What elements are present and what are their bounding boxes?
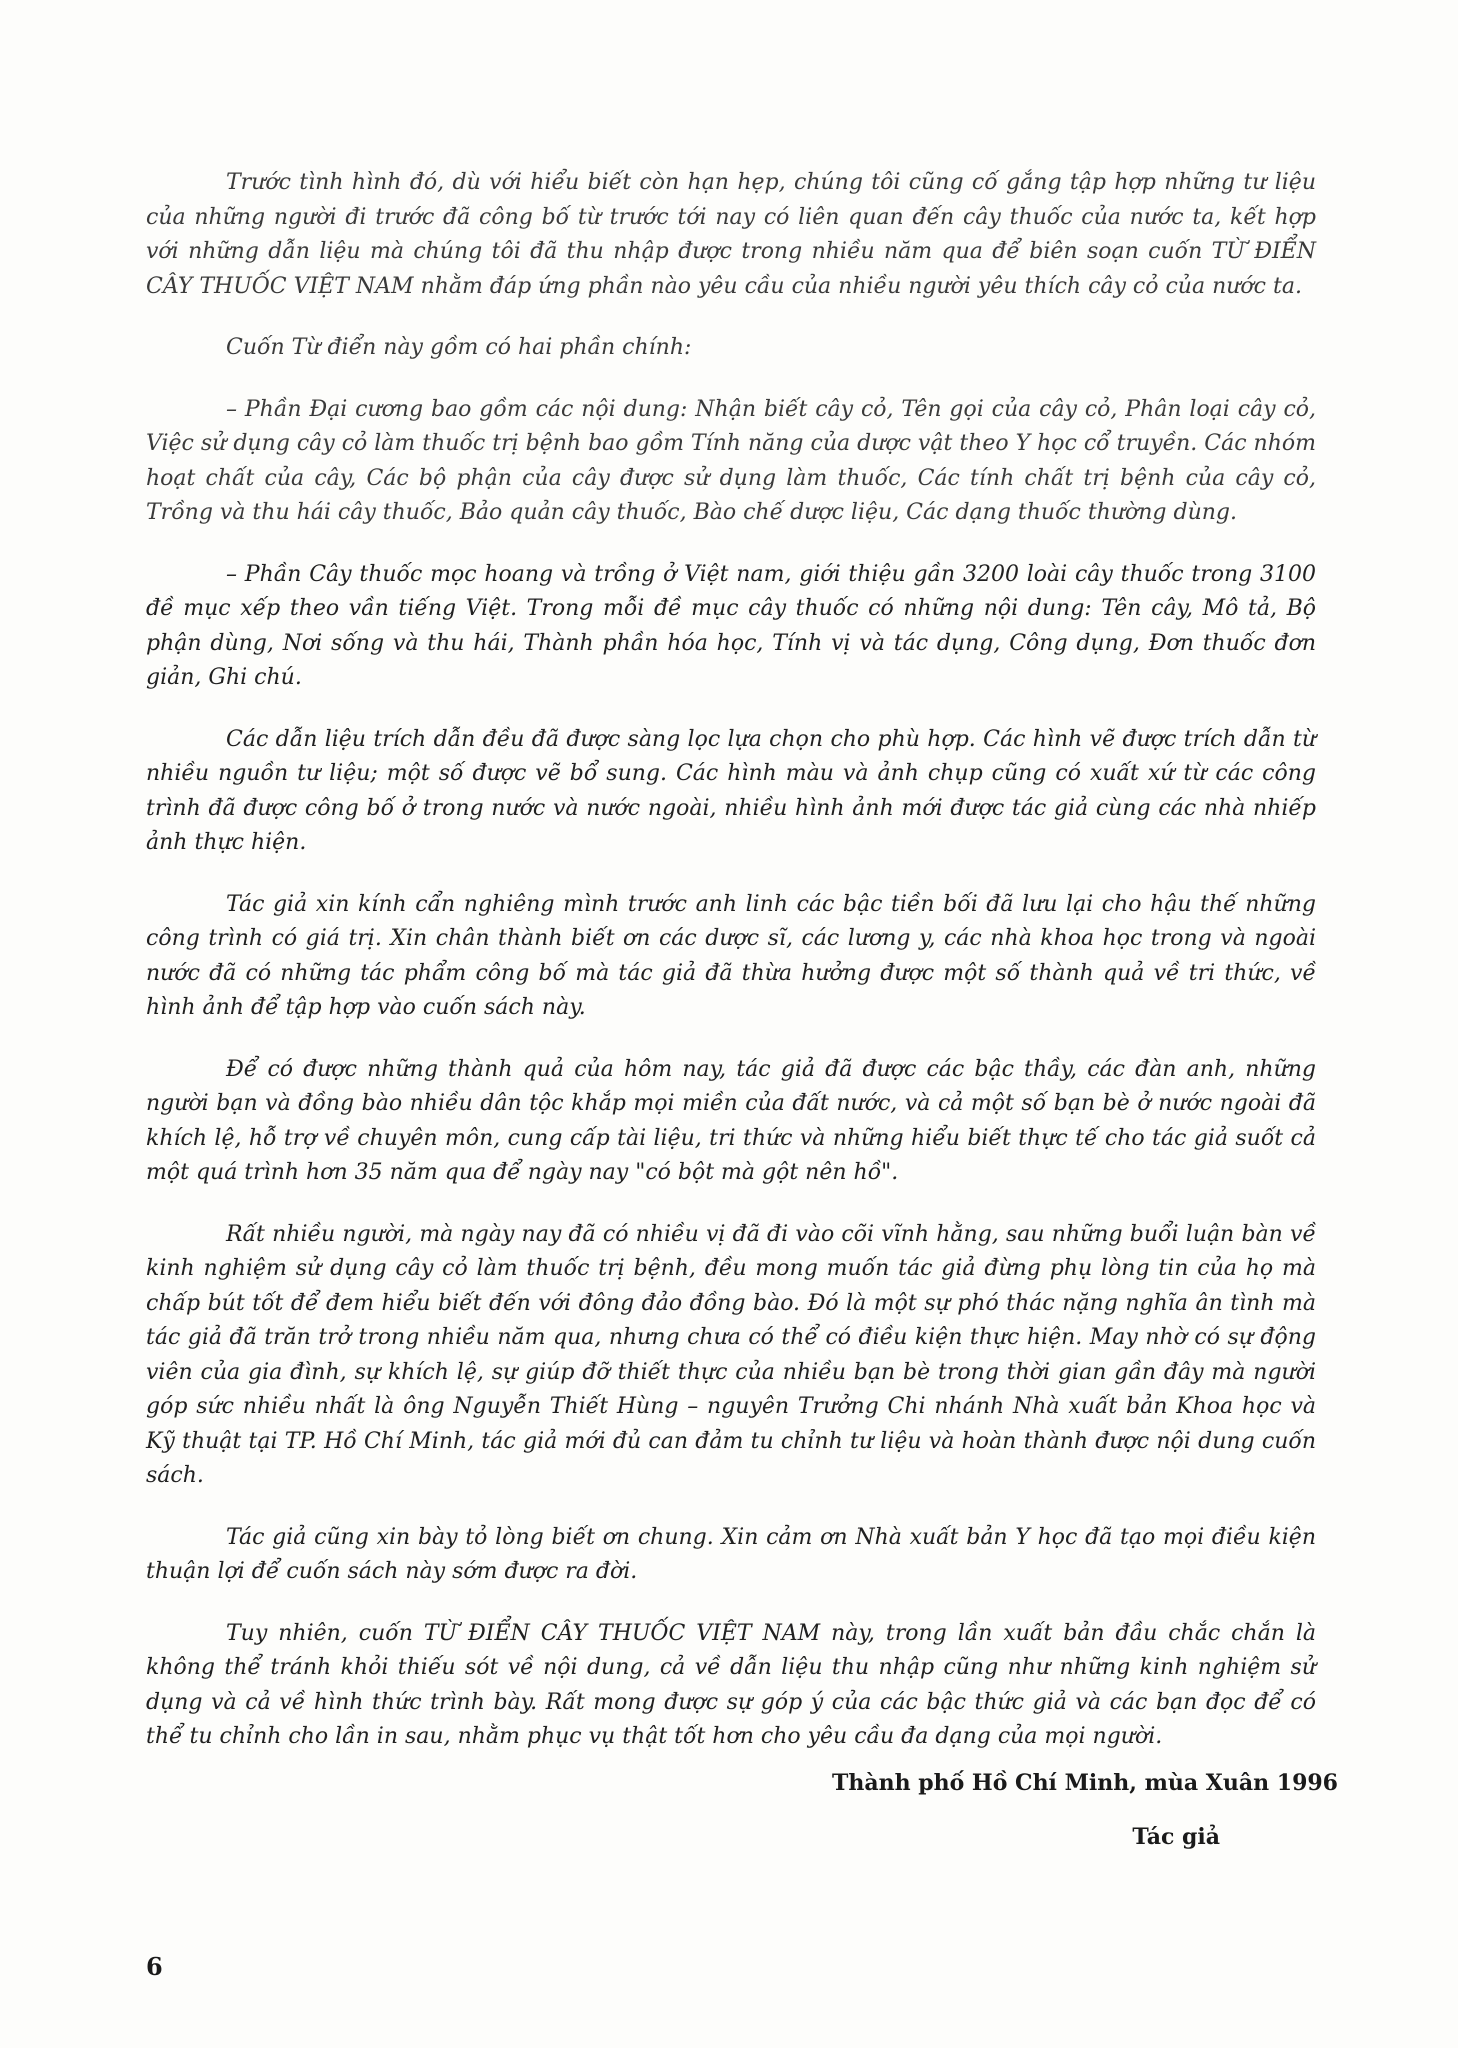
signature-block bbox=[832, 1766, 1338, 1854]
page-number: 6 bbox=[146, 1952, 163, 1981]
paragraph-achievements: Để có được những thành quả của hôm nay, tác giả đã được các bậc thầy, các đàn anh, những người bạn và đồng bào nhiều dân tộc khắp mọi miền của đất nước, và cả một số bạn bè ở nước ngoài đã khích lệ, hỗ trợ về chuyên môn, cung cấp tài liệu, tri thức và những hiểu biết thực tế cho tác giả suốt cả một quá trình hơn 35 năm qua để ngày nay "có bột mà gột nên hồ". bbox=[146, 1056, 1316, 1185]
paragraph-intro: Trước tình hình đó, dù với hiểu biết còn hạn hẹp, chúng tôi cũng cố gắng tập hợp những tư liệu của những người đi trước đã công bố từ trước tới nay có liên quan đến cây thuốc của nước ta, kết hợp với những dẫn liệu mà chúng tôi đã thu nhập được trong nhiều năm qua để biên soạn cuốn TỪ ĐIỂN CÂY THUỐC VIỆT NAM nhằm đáp ứng phần nào yêu cầu của nhiều người yêu thích cây cỏ của nước ta. bbox=[146, 170, 1316, 299]
paragraph-sources: Các dẫn liệu trích dẫn đều đã được sàng lọc lựa chọn cho phù hợp. Các hình vẽ được trích dẫn từ nhiều nguồn tư liệu; một số được vẽ bổ sung. Các hình màu và ảnh chụp cũng có xuất xứ từ các công trình đã được công bố ở trong nước và nước ngoài, nhiều hình ảnh mới được tác giả cùng các nhà nhiếp ảnh thực hiện. bbox=[146, 726, 1316, 855]
paragraph-part-plants: – Phần Cây thuốc mọc hoang và trồng ở Việt nam, giới thiệu gần 3200 loài cây thuốc trong 3100 đề mục xếp theo vần tiếng Việt. Trong mỗi đề mục cây thuốc có những nội dung: Tên cây, Mô tả, Bộ phận dùng, Nơi sống và thu hái, Thành phần hóa học, Tính vị và tác dụng, Công dụng, Đơn thuốc đơn giản, Ghi chú. bbox=[146, 561, 1316, 690]
paragraph-history: Rất nhiều người, mà ngày nay đã có nhiều vị đã đi vào cõi vĩnh hằng, sau những buổi luận bàn về kinh nghiệm sử dụng cây cỏ làm thuốc trị bệnh, đều mong muốn tác giả đừng phụ lòng tin của họ mà chấp bút tốt để đem hiểu biết đến với đông đảo đồng bào. Đó là một sự phó thác nặng nghĩa ân tình mà tác giả đã trăn trở trong nhiều năm qua, nhưng chưa có thể có điều kiện thực hiện. May nhờ có sự động viên của gia đình, sự khích lệ, sự giúp đỡ thiết thực của nhiều bạn bè trong thời gian gần đây mà người góp sức nhiều nhất là ông Nguyễn Thiết Hùng – nguyên Trưởng Chi nhánh Nhà xuất bản Khoa học và Kỹ thuật tại TP. Hồ Chí Minh, tác giả mới đủ can đảm tu chỉnh tư liệu và hoàn thành được nội dung cuốn sách. bbox=[146, 1221, 1316, 1488]
signature-place-date: Thành phố Hồ Chí Minh, mùa Xuân 1996 bbox=[831, 1770, 1338, 1796]
paragraph-thanks: Tác giả cũng xin bày tỏ lòng biết ơn chung. Xin cảm ơn Nhà xuất bản Y học đã tạo mọi điều kiện thuận lợi để cuốn sách này sớm được ra đời. bbox=[146, 1524, 1316, 1584]
signature-author: Tác giả bbox=[1132, 1824, 1220, 1850]
paragraph-part-general: – Phần Đại cương bao gồm các nội dung: Nhận biết cây cỏ, Tên gọi của cây cỏ, Phân loại cây cỏ, Việc sử dụng cây cỏ làm thuốc trị bệnh bao gồm Tính năng của dược vật theo Y học cổ truyền. Các nhóm hoạt chất của cây, Các bộ phận của cây được sử dụng làm thuốc, Các tính chất trị bệnh của cây cỏ, Trồng và thu hái cây thuốc, Bảo quản cây thuốc, Bào chế dược liệu, Các dạng thuốc thường dùng. bbox=[146, 396, 1316, 525]
paragraph-tribute: Tác giả xin kính cẩn nghiêng mình trước anh linh các bậc tiền bối đã lưu lại cho hậu thế những công trình có giá trị. Xin chân thành biết ơn các dược sĩ, các lương y, các nhà khoa học trong và ngoài nước đã có những tác phẩm công bố mà tác giả đã thừa hưởng được một số thành quả về tri thức, về hình ảnh để tập hợp vào cuốn sách này. bbox=[146, 891, 1316, 1020]
preface-body bbox=[146, 166, 1316, 1782]
paragraph-closing: Tuy nhiên, cuốn TỪ ĐIỂN CÂY THUỐC VIỆT NAM này, trong lần xuất bản đầu chắc chắn là không thể tránh khỏi thiếu sót về nội dung, cả về dẫn liệu thu nhập cũng như những kinh nghiệm sử dụng và cả về hình thức trình bày. Rất mong được sự góp ý của các bậc thức giả và các bạn đọc để có thể tu chỉnh cho lần in sau, nhằm phục vụ thật tốt hơn cho yêu cầu đa dạng của mọi người. bbox=[146, 1620, 1316, 1749]
paragraph-structure: Cuốn Từ điển này gồm có hai phần chính: bbox=[226, 335, 692, 360]
